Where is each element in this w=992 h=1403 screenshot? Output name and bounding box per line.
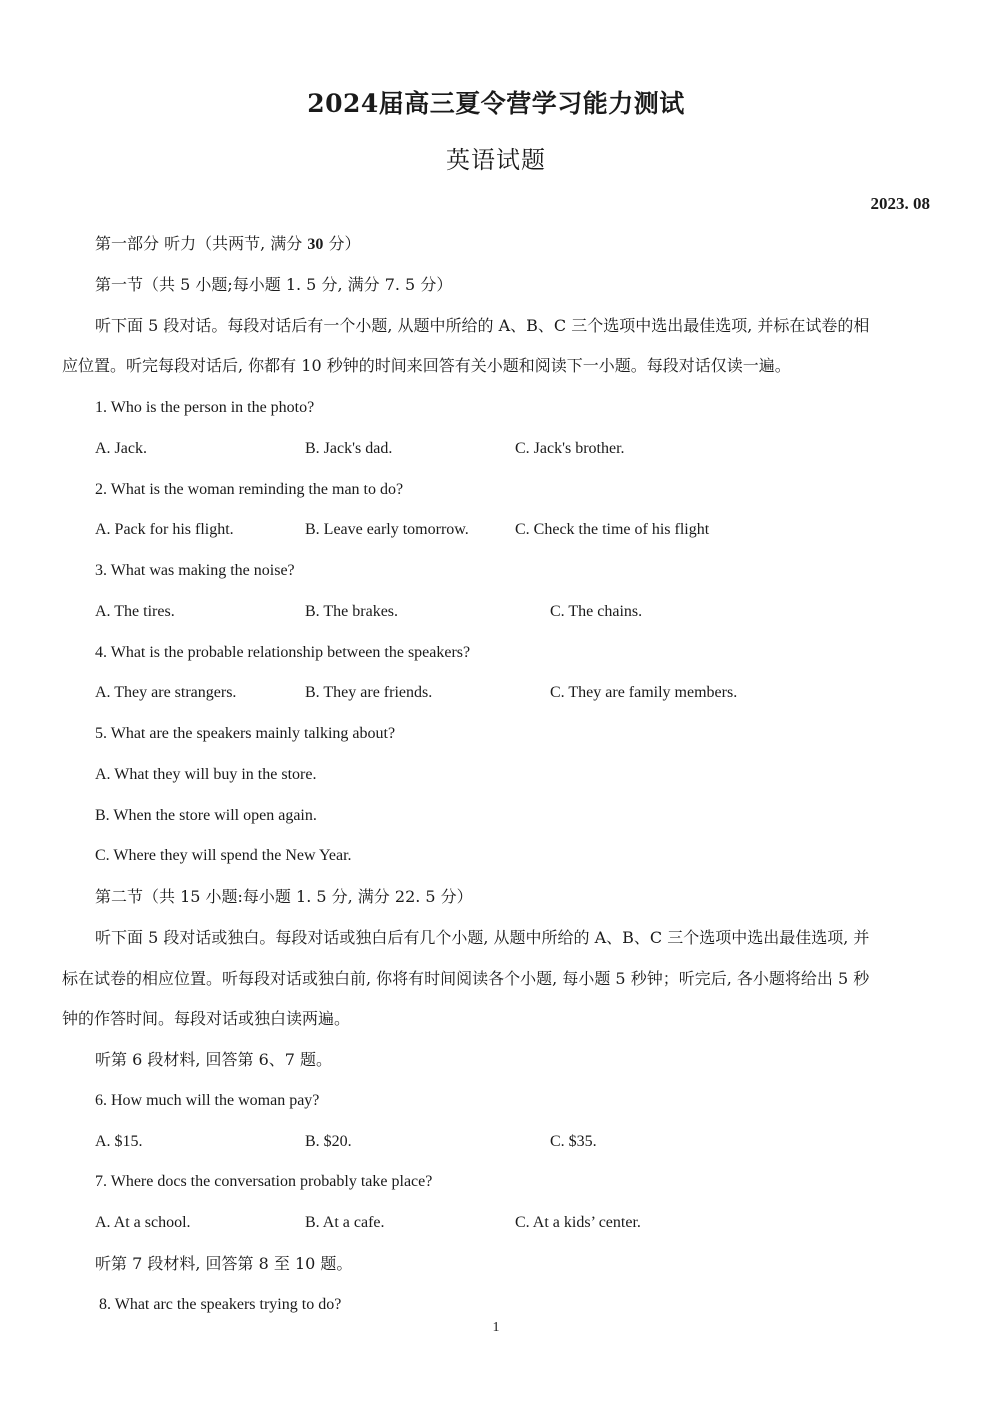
question-1-option-a: A. Jack. xyxy=(95,440,147,457)
section2-heading: 第二节（共 15 小题:每小题 1. 5 分, 满分 22. 5 分） xyxy=(95,887,473,906)
question-7-stem: 7. Where docs the conversation probably take place? xyxy=(95,1173,433,1190)
question-6-stem: 6. How much will the woman pay? xyxy=(95,1092,320,1109)
section2-instructions-line1: 听下面 5 段对话或独白。每段对话或独白后有几个小题, 从题中所给的 A、B、C 三个选项中选出最佳选项, 并 xyxy=(95,928,870,947)
question-6-option-a: A. $15. xyxy=(95,1133,143,1150)
question-3-option-c: C. The chains. xyxy=(550,603,643,620)
section2-instructions-line2: 标在试卷的相应位置。听每段对话或独白前, 你将有时间阅读各个小题, 每小题 5 秒钟；听完后, 各小题将给出 5 秒 xyxy=(62,969,870,988)
question-2-option-a: A. Pack for his flight. xyxy=(95,521,234,538)
question-3-option-b: B. The brakes. xyxy=(305,603,399,620)
part1-heading-prefix: 第一部分 听力（共两节, 满分 xyxy=(95,234,308,253)
exam-subtitle: 英语试题 xyxy=(446,146,546,174)
question-8-stem: 8. What arc the speakers trying to do? xyxy=(95,1296,342,1313)
page-number: 1 xyxy=(492,1320,500,1335)
question-6-option-c: C. $35. xyxy=(550,1133,597,1150)
question-4-option-b: B. They are friends. xyxy=(305,684,433,701)
section2-instructions-line3: 钟的作答时间。每段对话或独白读两遍。 xyxy=(62,1009,351,1028)
question-7-option-b: B. At a cafe. xyxy=(305,1214,385,1231)
question-5-stem: 5. What are the speakers mainly talking about? xyxy=(95,725,396,742)
exam-date: 2023. 08 xyxy=(870,194,930,213)
question-5-option-a: A. What they will buy in the store. xyxy=(95,766,317,783)
section1-instructions-line1: 听下面 5 段对话。每段对话后有一个小题, 从题中所给的 A、B、C 三个选项中选出最佳选项, 并标在试卷的相 xyxy=(95,316,870,335)
question-1-option-c: C. Jack's brother. xyxy=(515,440,625,457)
question-3-stem: 3. What was making the noise? xyxy=(95,562,295,579)
section1-instructions-line2: 应位置。听完每段对话后, 你都有 10 秒钟的时间来回答有关小题和阅读下一小题。每段对话仅读一遍。 xyxy=(62,356,791,375)
question-6-option-b: B. $20. xyxy=(305,1133,352,1150)
question-1-option-b: B. Jack's dad. xyxy=(305,440,393,457)
section1-heading: 第一节（共 5 小题;每小题 1. 5 分, 满分 7. 5 分） xyxy=(95,275,453,294)
question-7-option-a: A. At a school. xyxy=(95,1214,191,1231)
material-7-heading: 听第 7 段材料, 回答第 8 至 10 题。 xyxy=(95,1254,353,1273)
question-3-option-a: A. The tires. xyxy=(95,603,175,620)
exam-title: 2024届高三夏令营学习能力测试 xyxy=(307,89,685,118)
question-2-stem: 2. What is the woman reminding the man to do? xyxy=(95,481,404,498)
question-4-option-c: C. They are family members. xyxy=(550,684,738,701)
question-5-option-c: C. Where they will spend the New Year. xyxy=(95,847,352,864)
question-1-stem: 1. Who is the person in the photo? xyxy=(95,399,315,416)
question-7-option-c: C. At a kids’ center. xyxy=(515,1214,641,1231)
part1-heading-score: 30 xyxy=(307,236,324,253)
part1-heading-suffix: 分） xyxy=(323,234,361,253)
material-6-heading: 听第 6 段材料, 回答第 6、7 题。 xyxy=(95,1050,333,1069)
question-5-option-b: B. When the store will open again. xyxy=(95,807,317,824)
question-4-stem: 4. What is the probable relationship between the speakers? xyxy=(95,644,471,661)
question-2-option-b: B. Leave early tomorrow. xyxy=(305,521,469,538)
question-4-option-a: A. They are strangers. xyxy=(95,684,237,701)
part1-heading xyxy=(95,234,360,255)
question-2-option-c: C. Check the time of his flight xyxy=(515,521,710,538)
